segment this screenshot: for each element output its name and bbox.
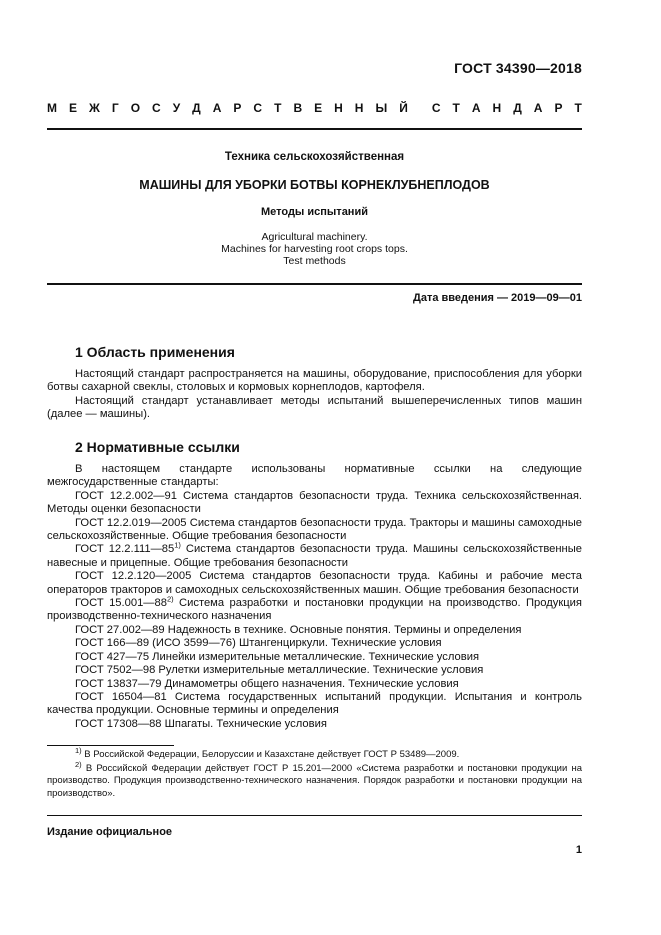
reference-text: Шпагаты. Технические условия xyxy=(161,717,327,730)
footnote-rule xyxy=(47,745,174,746)
paragraph: Настоящий стандарт распространяется на машины, оборудование, приспособления для уборки ботвы сахарной свеклы, столовых и кормовых корнеплодов, картофеля. xyxy=(47,368,582,394)
reference-item xyxy=(47,691,582,718)
footnote xyxy=(47,760,582,800)
english-title-line: Agricultural machinery. xyxy=(261,231,368,243)
footnote-text: В Российской Федерации действует ГОСТ Р 15.201—2000 «Система разработки и постановки продукции на производство. Продукция производственно-технического назначения. Порядок разработки и постановки продукции на производство». xyxy=(47,763,582,799)
reference-item xyxy=(47,594,582,624)
bottom-rule xyxy=(47,815,582,816)
reference-text: Надежность в технике. Основные понятия. Термины и определения xyxy=(164,623,522,636)
banner-letter: Д xyxy=(513,101,522,115)
footnote-text: В Российской Федерации, Белоруссии и Казахстане действует ГОСТ Р 53489—2009. xyxy=(81,749,460,760)
banner-letter: О xyxy=(130,101,141,115)
subtitle: Методы испытаний xyxy=(261,206,368,218)
reference-code: ГОСТ 7502—98 xyxy=(75,664,156,677)
reference-item xyxy=(47,540,582,570)
banner-letter: Й xyxy=(399,101,408,115)
footnote-mark: 1) xyxy=(174,540,181,550)
banner-letter: Т xyxy=(274,101,282,115)
reference-text: Система государственных испытаний продукции. Испытания и контроль качества продукции. Основные термины и определения xyxy=(47,690,582,717)
reference-code: ГОСТ 27.002—89 xyxy=(75,623,165,636)
banner-letter: Д xyxy=(192,101,201,115)
banner-letter: С xyxy=(152,101,161,115)
reference-code: ГОСТ 12.2.120—2005 xyxy=(75,570,192,583)
footnote-mark: 2) xyxy=(75,760,82,770)
reference-item xyxy=(47,490,582,517)
reference-code: ГОСТ 12.2.019—2005 xyxy=(75,516,187,529)
reference-text: Система стандартов безопасности труда. Тракторы и машины самоходные сельскохозяйственные. Общие требования безопасности xyxy=(47,516,582,543)
reference-item xyxy=(47,678,582,691)
reference-item xyxy=(47,624,582,637)
banner-letter: М xyxy=(47,101,57,115)
section-2-title: 2 Нормативные ссылки xyxy=(75,439,240,455)
reference-text: Система разработки и постановки продукции на производство. Продукция производственно-технического назначения xyxy=(47,597,582,623)
reference-text: Штангенциркули. Технические условия xyxy=(235,637,442,650)
banner-letter: Т xyxy=(452,101,460,115)
banner-letter: А xyxy=(533,101,543,115)
reference-item xyxy=(47,517,582,544)
reference-text: Динамометры общего назначения. Технические условия xyxy=(161,677,459,690)
footnote-mark: 2) xyxy=(166,594,174,604)
edition-label: Издание официальное xyxy=(47,826,173,838)
section-1-title: 1 Область применения xyxy=(75,344,235,360)
reference-code: ГОСТ 427—75 xyxy=(75,650,150,663)
banner-letter: А xyxy=(471,101,481,115)
paragraph: Настоящий стандарт устанавливает методы испытаний вышеперечисленных типов машин (далее — машины). xyxy=(47,394,582,421)
banner-letter: Н xyxy=(354,101,364,115)
reference-text: Система стандартов безопасности труда. Кабины и рабочие места операторов тракторов и самоходных сельскохозяйственных машин. Общие требования безопасности xyxy=(47,570,583,596)
reference-item xyxy=(47,651,582,664)
reference-item xyxy=(47,637,582,650)
banner-letter: С xyxy=(253,101,263,115)
reference-code: ГОСТ 12.2.111—85 xyxy=(75,543,175,556)
title-rule xyxy=(47,283,582,285)
section-2-body xyxy=(47,463,582,731)
reference-item xyxy=(47,570,582,597)
footnote xyxy=(47,745,582,761)
banner-letter: С xyxy=(431,101,441,115)
reference-text: Линейки измерительные металлические. Технические условия xyxy=(149,650,479,663)
banner-letter: Н xyxy=(492,101,502,115)
banner-letter: Ж xyxy=(89,101,100,115)
page-number: 1 xyxy=(575,844,582,856)
reference-code: ГОСТ 13837—79 xyxy=(75,677,162,690)
main-title: МАШИНЫ ДЛЯ УБОРКИ БОТВЫ КОРНЕКЛУБНЕПЛОДОВ xyxy=(139,178,490,192)
top-rule xyxy=(47,128,582,130)
reference-item xyxy=(47,718,582,731)
section-1-body xyxy=(47,368,582,422)
introduction-date: Дата введения — 2019—09—01 xyxy=(413,292,582,304)
reference-code: ГОСТ 16504—81 xyxy=(75,690,167,703)
banner-letter: Е xyxy=(314,101,323,115)
standard-banner xyxy=(47,101,582,115)
paragraph: В настоящем стандарте использованы нормативные ссылки на следующие межгосударственные стандарты: xyxy=(47,463,582,489)
banner-letter: Е xyxy=(69,101,78,115)
reference-text: Рулетки измерительные металлические. Технические условия xyxy=(155,664,484,677)
footnotes xyxy=(47,745,582,800)
reference-text: Система стандартов безопасности труда. Машины сельскохозяйственные навесные и прицепные. Общие требования безопасности xyxy=(47,543,582,569)
reference-item xyxy=(47,664,582,677)
banner-letter: Ы xyxy=(375,101,388,115)
document-number: ГОСТ 34390—2018 xyxy=(454,60,582,76)
reference-code: ГОСТ 15.001—88 xyxy=(75,597,167,610)
english-title-line: Machines for harvesting root crops tops. xyxy=(221,243,408,255)
banner-letter: Р xyxy=(554,101,563,115)
reference-code: ГОСТ 166—89 (ИСО 3599—76) xyxy=(75,637,236,650)
banner-letter: А xyxy=(212,101,222,115)
banner-letter: В xyxy=(293,101,303,115)
category-title: Техника сельскохозяйственная xyxy=(224,151,405,163)
footnote-mark: 1) xyxy=(75,745,82,755)
english-title-line: Test methods xyxy=(283,255,346,267)
reference-text: Система стандартов безопасности труда. Техника сельскохозяйственная. Методы оценки безопасности xyxy=(47,489,582,516)
reference-code: ГОСТ 12.2.002—91 xyxy=(75,489,177,502)
reference-code: ГОСТ 17308—88 xyxy=(75,717,162,730)
banner-letter: Н xyxy=(334,101,343,115)
banner-letter: Т xyxy=(574,101,582,115)
banner-letter: У xyxy=(172,101,181,115)
banner-letter: Р xyxy=(233,101,242,115)
banner-letter: Г xyxy=(111,101,119,115)
